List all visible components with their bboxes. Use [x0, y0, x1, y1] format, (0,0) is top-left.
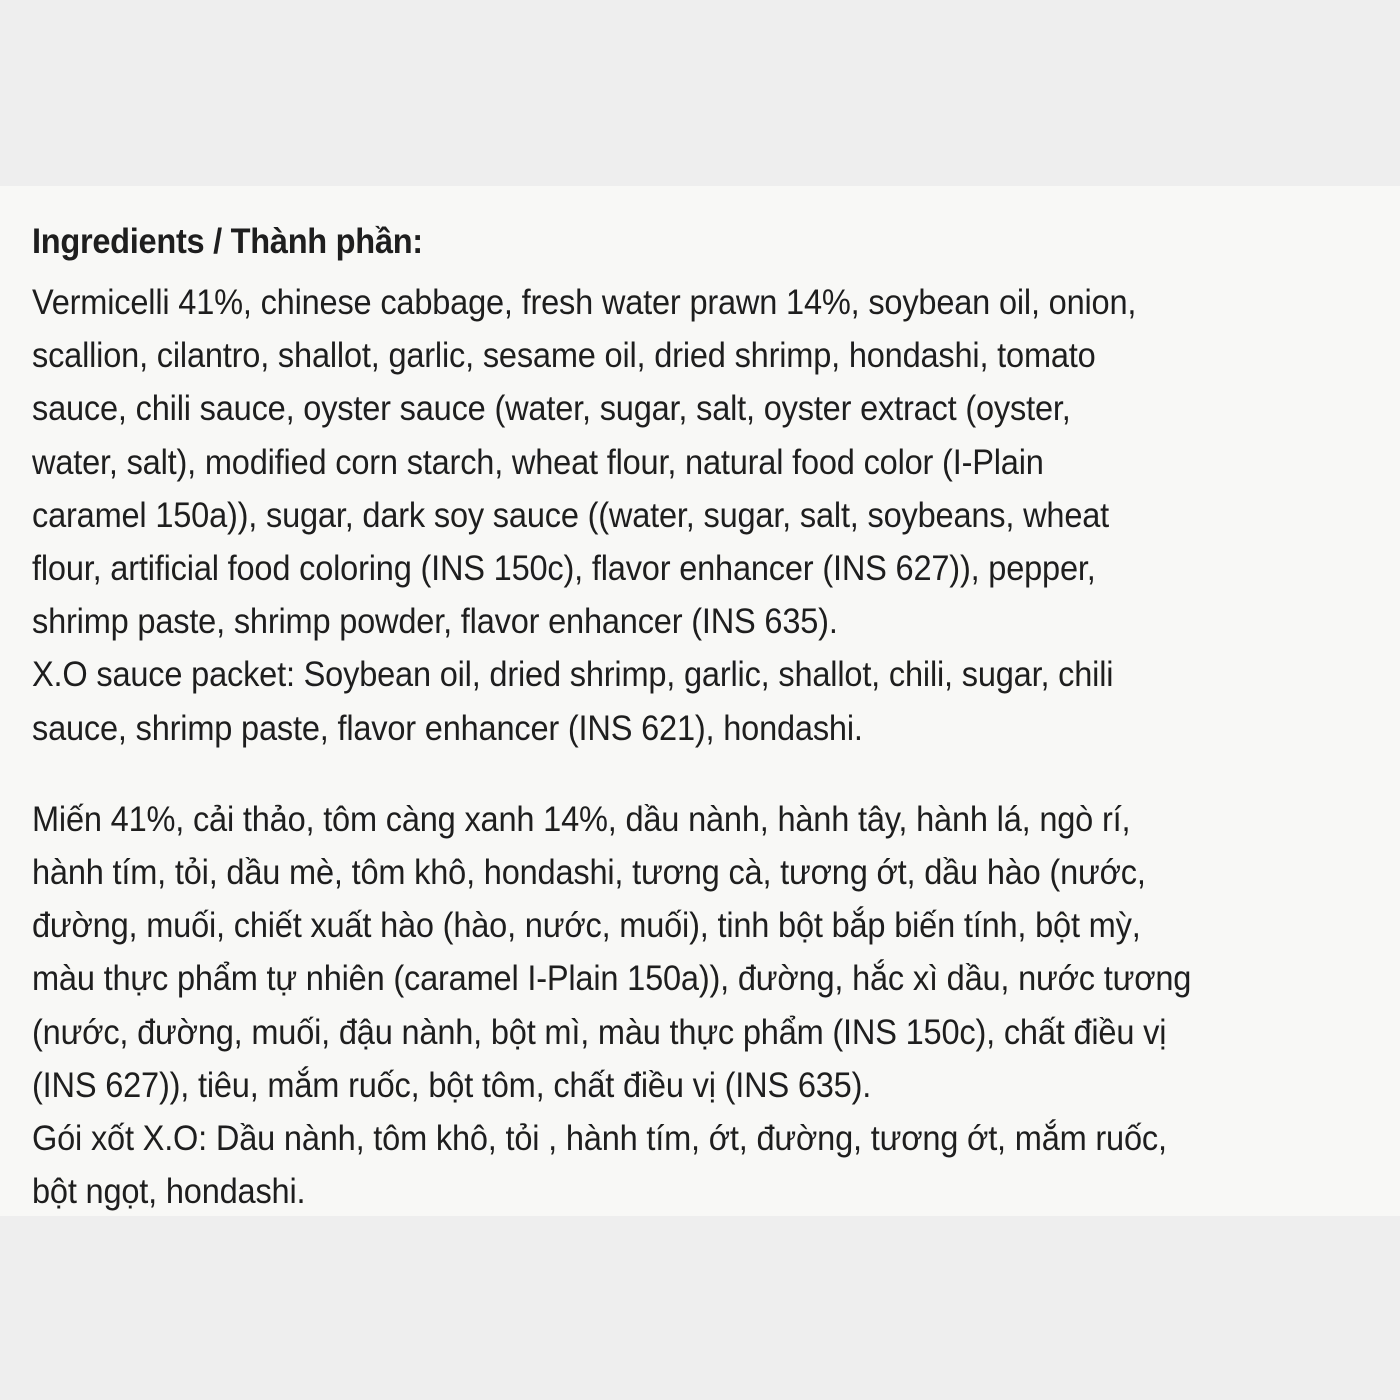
ingredients-heading: Ingredients / Thành phần: [32, 222, 423, 261]
ingredients-vietnamese-line: (INS 627)), tiêu, mắm ruốc, bột tôm, chất điều vị (INS 635). [32, 1065, 872, 1105]
ingredients-english-line: Vermicelli 41%, chinese cabbage, fresh water prawn 14%, soybean oil, onion, [32, 283, 1137, 322]
xo-sauce-vietnamese-line: bột ngọt, hondashi. [32, 1172, 306, 1212]
ingredients-vietnamese-line: Miến 41%, cải thảo, tôm càng xanh 14%, dầu nành, hành tây, hành lá, ngò rí, [32, 799, 1131, 839]
ingredients-vietnamese-line: (nước, đường, muối, đậu nành, bột mì, màu thực phẩm (INS 150c), chất điều vị [32, 1012, 1167, 1052]
ingredients-vietnamese-line: hành tím, tỏi, dầu mè, tôm khô, hondashi, tương cà, tương ớt, dầu hào (nước, [32, 853, 1146, 893]
ingredients-english-line: water, salt), modified corn starch, wheat flour, natural food color (I-Plain [32, 442, 1044, 482]
ingredients-english [32, 276, 1382, 755]
label-text-block [32, 220, 1382, 1218]
xo-sauce-vietnamese-line: Gói xốt X.O: Dầu nành, tôm khô, tỏi , hành tím, ớt, đường, tương ớt, mắm ruốc, [32, 1119, 1167, 1159]
ingredients-english-line: scallion, cilantro, shallot, garlic, sesame oil, dried shrimp, hondashi, tomato [32, 336, 1096, 376]
ingredients-vietnamese-line: màu thực phẩm tự nhiên (caramel I-Plain 150a)), đường, hắc xì dầu, nước tương [32, 959, 1192, 999]
ingredients-vietnamese-line: đường, muối, chiết xuất hào (hào, nước, muối), tinh bột bắp biến tính, bột mỳ, [32, 906, 1141, 946]
ingredients-vietnamese [32, 793, 1382, 1219]
ingredients-english-line: sauce, chili sauce, oyster sauce (water, sugar, salt, oyster extract (oyster, [32, 389, 1071, 429]
ingredients-label [0, 186, 1400, 1216]
ingredients-english-line: flour, artificial food coloring (INS 150c), flavor enhancer (INS 627)), pepper, [32, 549, 1096, 589]
xo-sauce-english-line: sauce, shrimp paste, flavor enhancer (INS 621), hondashi. [32, 708, 863, 748]
xo-sauce-english-line: X.O sauce packet: Soybean oil, dried shrimp, garlic, shallot, chili, sugar, chili [32, 655, 1114, 695]
ingredients-english-line: shrimp paste, shrimp powder, flavor enhancer (INS 635). [32, 602, 838, 642]
ingredients-english-line: caramel 150a)), sugar, dark soy sauce ((water, sugar, salt, soybeans, wheat [32, 495, 1110, 535]
